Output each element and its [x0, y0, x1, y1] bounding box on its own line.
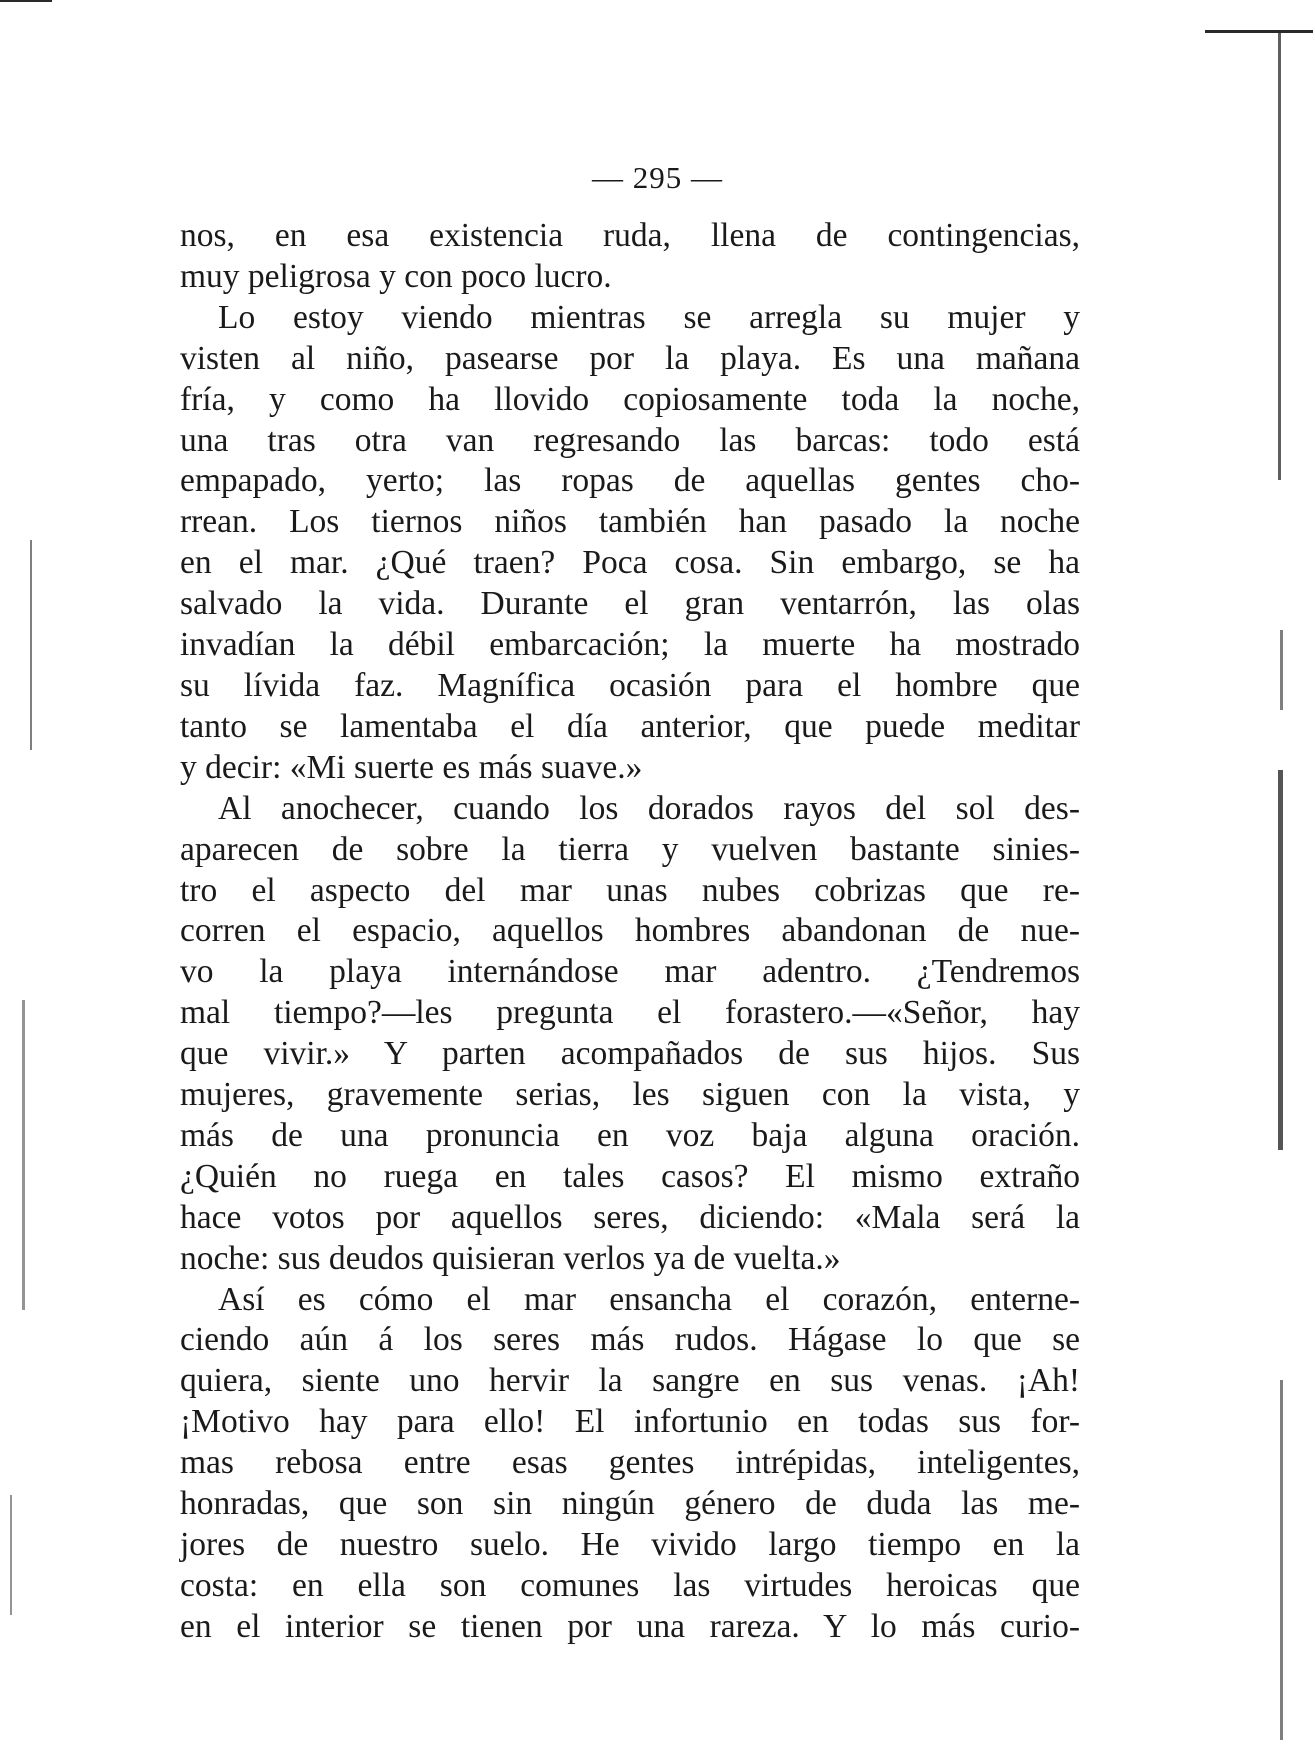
paragraph	[180, 789, 1080, 1280]
text-line: ¡Motivo hay para ello! El infortunio en todas sus for-	[180, 1403, 1080, 1441]
text-line: quiera, siente uno hervir la sangre en sus venas. ¡Ah!	[180, 1362, 1080, 1400]
scan-edge-left-middle	[30, 540, 32, 750]
text-line: jores de nuestro suelo. He vivido largo tiempo en la	[180, 1526, 1080, 1563]
text-line: salvado la vida. Durante el gran ventarrón, las olas	[180, 585, 1080, 623]
text-line: mal tiempo?—les pregunta el forastero.—«Señor, hay	[180, 994, 1080, 1032]
text-line: mas rebosa entre esas gentes intrépidas, inteligentes,	[180, 1444, 1080, 1482]
paragraph	[180, 298, 1080, 789]
text-line: tro el aspecto del mar unas nubes cobrizas que re-	[180, 871, 1080, 909]
text-line: Lo estoy viendo mientras se arregla su mujer y	[218, 298, 1080, 336]
text-line: una tras otra van regresando las barcas: todo está	[180, 421, 1080, 459]
paragraph	[180, 216, 1080, 298]
scan-edge-top-left	[0, 0, 52, 2]
text-line: vo la playa internándose mar adentro. ¿Tendremos	[180, 953, 1080, 991]
page-number: — 295 —	[592, 160, 723, 195]
text-line: corren el espacio, aquellos hombres abandonan de nue-	[180, 912, 1080, 950]
text-line: costa: en ella son comunes las virtudes heroicas que	[180, 1566, 1080, 1604]
text-line: Al anochecer, cuando los dorados rayos del sol des-	[218, 789, 1080, 827]
text-line: tanto se lamentaba el día anterior, que puede meditar	[180, 707, 1080, 745]
text-line: que vivir.» Y parten acompañados de sus hijos. Sus	[180, 1035, 1080, 1073]
text-line: noche: sus deudos quisieran verlos ya de vuelta.»	[180, 1239, 841, 1277]
text-line: ¿Quién no ruega en tales casos? El mismo extraño	[180, 1157, 1080, 1195]
text-line: nos, en esa existencia ruda, llena de contingencias,	[180, 217, 1080, 254]
scan-edge-left-lower	[22, 1000, 25, 1310]
text-line: más de una pronuncia en voz baja alguna oración.	[180, 1116, 1080, 1154]
scan-edge-top-right	[1205, 30, 1313, 33]
text-line: fría, y como ha llovido copiosamente toda la noche,	[180, 380, 1080, 418]
scan-edge-left-bottom	[10, 1495, 12, 1615]
text-line: empapado, yerto; las ropas de aquellas gentes cho-	[180, 462, 1080, 500]
scan-edge-right-middle	[1280, 630, 1283, 710]
scan-edge-right-lower	[1278, 770, 1283, 1150]
text-line: hace votos por aquellos seres, diciendo: «Mala será la	[180, 1198, 1080, 1236]
paragraph	[180, 1280, 1080, 1648]
text-line: en el interior se tienen por una rareza. Y lo más curio-	[180, 1607, 1080, 1645]
text-line: en el mar. ¿Qué traen? Poca cosa. Sin embargo, se ha	[180, 544, 1080, 582]
text-line: Así es cómo el mar ensancha el corazón, enterne-	[218, 1280, 1080, 1318]
text-line: invadían la débil embarcación; la muerte ha mostrado	[180, 626, 1080, 664]
text-line: su lívida faz. Magnífica ocasión para el hombre que	[180, 666, 1080, 704]
text-line: honradas, que son sin ningún género de duda las me-	[180, 1485, 1080, 1523]
text-line: ciendo aún á los seres más rudos. Hágase lo que se	[180, 1321, 1080, 1359]
text-line: rrean. Los tiernos niños también han pasado la noche	[180, 503, 1080, 541]
text-line: aparecen de sobre la tierra y vuelven bastante sinies-	[180, 830, 1080, 868]
text-line: visten al niño, pasearse por la playa. Es una mañana	[180, 339, 1080, 377]
scan-edge-right-bottom	[1280, 1380, 1283, 1740]
body-text	[180, 216, 1080, 1648]
text-line: muy peligrosa y con poco lucro.	[180, 257, 612, 295]
text-line: y decir: «Mi suerte es más suave.»	[180, 748, 643, 786]
text-line: mujeres, gravemente serias, les siguen con la vista, y	[180, 1076, 1080, 1114]
scan-edge-right-upper	[1278, 32, 1281, 480]
